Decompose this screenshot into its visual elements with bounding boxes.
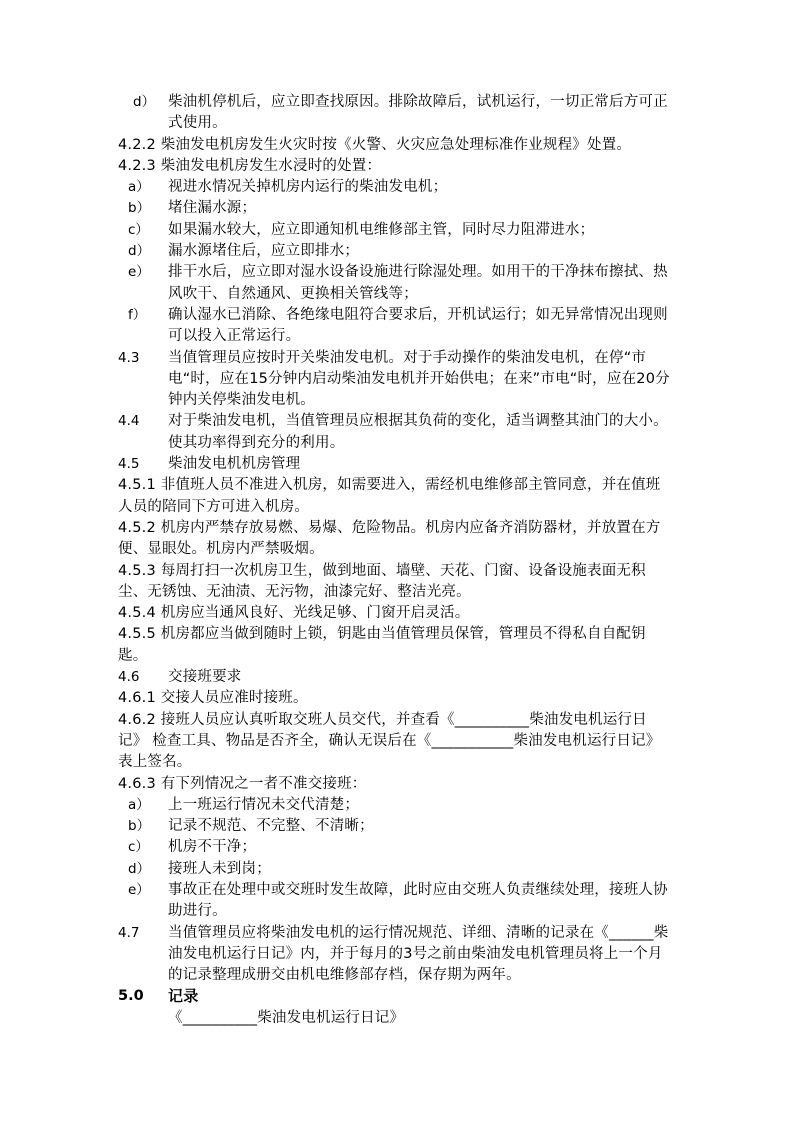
clause-4-5-5 xyxy=(0,624,793,667)
item-d-stop xyxy=(0,92,793,135)
clause-text: 当值管理员应按时开关柴油发电机。对于手动操作的柴油发电机，在停“市电“时，应在15分钟内启动柴油发电机并开始供电；在来”市电“时，应在20分钟内关停柴油发电机。 xyxy=(168,349,670,409)
clause-number: 4.5 xyxy=(118,456,140,473)
section-number: 5.0 xyxy=(118,988,144,1005)
clause-4-3 xyxy=(0,348,793,412)
item-e-flood xyxy=(0,262,793,305)
clause-number: 4.4 xyxy=(118,413,140,430)
item-number: d） xyxy=(133,94,156,110)
clause-text: 4.6.2 接班人员应认真听取交班人员交代，并查看《__________柴油发电机运行日记》 检查工具、物品是否齐全，确认无误后在《___________柴油发电机运行日记》表上签名。 xyxy=(118,711,661,771)
clause-4-2-3 xyxy=(0,156,793,177)
item-number: a） xyxy=(128,179,150,196)
clause-text: 对于柴油发电机，当值管理员应根据其负荷的变化，适当调整其油门的大小。使其功率得到充分的利用。 xyxy=(168,413,668,451)
clause-text: 4.5.3 每周打扫一次机房卫生，做到地面、墙壁、天花、门窗、设备设施表面无积尘、无锈蚀、无油渍、无污物，油漆完好、整洁光亮。 xyxy=(118,562,646,600)
item-text: 堵住漏水源； xyxy=(168,200,257,217)
item-text: 接班人未到岗； xyxy=(168,860,271,877)
clause-4-6 xyxy=(0,667,793,688)
item-f-flood xyxy=(0,305,793,348)
item-a-flood xyxy=(0,177,793,198)
clause-number: 4.3 xyxy=(118,349,140,366)
item-number: b） xyxy=(128,818,151,835)
clause-text: 交接班要求 xyxy=(168,669,242,686)
item-number: d） xyxy=(128,860,151,877)
clause-4-6-1 xyxy=(0,688,793,709)
item-b-handover xyxy=(0,816,793,837)
item-c-flood xyxy=(0,220,793,241)
item-number: f） xyxy=(128,306,147,323)
item-text: 确认湿水已消除、各绝缘电阻符合要求后，开机试运行；如无异常情况出现则可以投入正常运行。 xyxy=(168,306,668,345)
clause-number: 4.7 xyxy=(118,924,140,941)
clause-4-2-2 xyxy=(0,135,793,156)
item-b-flood xyxy=(0,198,793,219)
clause-4-6-3 xyxy=(0,774,793,795)
clause-4-6-2 xyxy=(0,710,793,774)
item-text: 机房不干净； xyxy=(168,839,257,856)
clause-text: 4.6.3 有下列情况之一者不准交接班： xyxy=(118,775,367,792)
section-title: 记录 xyxy=(168,987,199,1006)
clause-text: 柴油发电机机房管理 xyxy=(168,456,301,473)
item-text: 事故正在处理中或交班时发生故障，此时应由交班人负责继续处理，接班人协助进行。 xyxy=(168,881,668,920)
clause-text: 4.5.1 非值班人员不准进入机房，如需要进入，需经机电维修部主管同意，并在值班人员的陪同下方可进入机房。 xyxy=(118,477,661,515)
clause-text: 4.5.5 机房都应当做到随时上锁，钥匙由当值管理员保管，管理员不得私自自配钥匙。 xyxy=(118,626,646,664)
section-5-0-heading xyxy=(0,986,793,1007)
item-number: c） xyxy=(128,221,149,238)
clause-4-5-3 xyxy=(0,561,793,604)
clause-4-5-4 xyxy=(0,603,793,624)
item-number: a） xyxy=(128,796,150,813)
clause-text: 4.2.3 柴油发电机房发生水浸时的处置： xyxy=(118,157,382,174)
item-d-handover xyxy=(0,859,793,880)
item-a-handover xyxy=(0,795,793,816)
item-number: d） xyxy=(128,243,151,260)
item-number: b） xyxy=(128,200,151,217)
clause-4-7 xyxy=(0,923,793,987)
clause-4-5 xyxy=(0,454,793,475)
item-text: 排干水后，应立即对湿水设备设施进行除湿处理。如用干的干净抹布擦拭、热风吹干、自然通风、更换相关管线等； xyxy=(168,264,668,302)
clause-text: 4.5.4 机房应当通风良好、光线足够、门窗开启灵活。 xyxy=(118,605,470,622)
clause-4-4 xyxy=(0,411,793,454)
item-number: e） xyxy=(128,264,150,281)
clause-number: 4.6 xyxy=(118,669,140,686)
item-text: 柴油机停机后，应立即查找原因。排除故障后，试机运行，一切正常后方可正式使用。 xyxy=(168,94,668,132)
record-entry xyxy=(0,1008,793,1029)
clause-text: 4.5.2 机房内严禁存放易燃、易爆、危险物品。机房内应备齐消防器材，并放置在方便、显眼处。机房内严禁吸烟。 xyxy=(118,519,661,558)
item-number: e） xyxy=(128,881,150,898)
record-form-name: 《__________柴油发电机运行日记》 xyxy=(168,1009,405,1026)
item-text: 如果漏水较大，应立即通知机电维修部主管，同时尽力阻滞进水； xyxy=(168,221,595,238)
clause-text: 4.2.2 柴油发电机房发生火灾时按《火警、火灾应急处理标准作业规程》处置。 xyxy=(118,136,632,153)
item-text: 漏水源堵住后，应立即排水； xyxy=(168,243,360,260)
item-d-flood xyxy=(0,241,793,262)
item-text: 视进水情况关掉机房内运行的柴油发电机； xyxy=(168,179,448,196)
item-e-handover xyxy=(0,880,793,923)
clause-4-5-2 xyxy=(0,518,793,561)
item-text: 上一班运行情况未交代清楚； xyxy=(168,796,360,813)
item-number: c） xyxy=(128,839,149,856)
clause-4-5-1 xyxy=(0,475,793,518)
clause-text: 当值管理员应将柴油发电机的运行情况规范、详细、清晰的记录在《______柴油发电机运行日记》内，并于每月的3号之前由柴油发电机管理员将上一个月的记录整理成册交由机电维修部存档，保存期为两年。 xyxy=(168,924,669,984)
item-text: 记录不规范、不完整、不清晰； xyxy=(168,818,374,835)
clause-text: 4.6.1 交接人员应准时接班。 xyxy=(118,690,308,707)
document-page xyxy=(0,92,793,1029)
item-c-handover xyxy=(0,837,793,858)
